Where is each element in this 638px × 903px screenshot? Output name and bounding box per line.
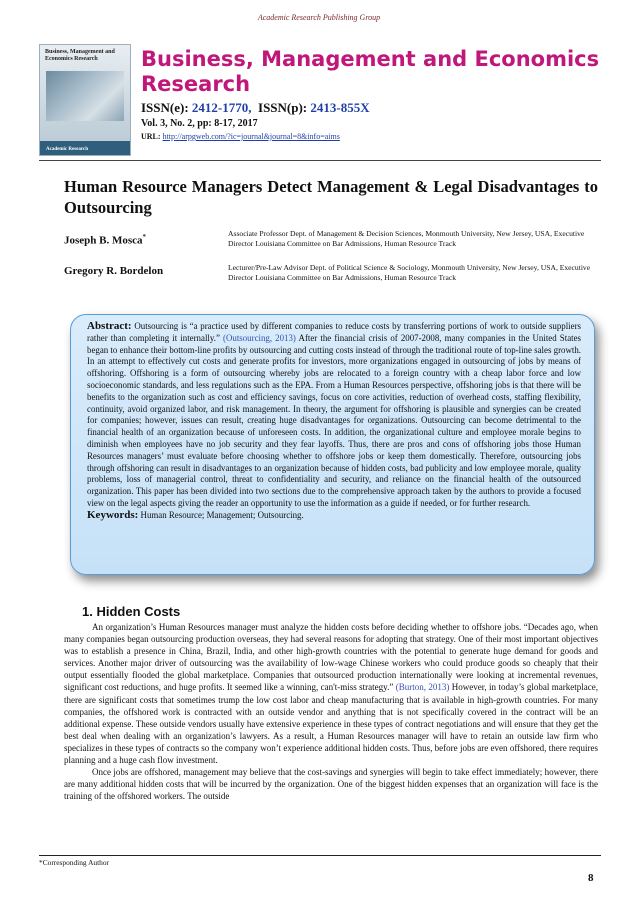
author-1-affiliation: Associate Professor Dept. of Management & Decision Sciences, Monmouth University, New Jersey, USA, Executive Director Louisiana Committee on Bar Admissions, Human Resource Track — [228, 229, 585, 248]
issn-line — [141, 100, 370, 116]
page-number: 8 — [588, 872, 594, 884]
author-2-affiliation: Lecturer/Pre-Law Advisor Dept. of Political Science & Sociology, Monmouth University, New Jersey, USA, Executive Director Louisiana Committee on Bar Admissions, Human Resource Track — [228, 263, 591, 282]
publisher-header: Academic Research Publishing Group — [257, 13, 381, 22]
section-heading: 1. Hidden Costs — [82, 604, 181, 619]
article-title: Human Resource Managers Detect Management & Legal Disadvantages to Outsourcing — [64, 177, 598, 217]
body-citation[interactable]: (Burton, 2013) — [395, 682, 450, 693]
footnote: *Corresponding Author — [39, 858, 110, 867]
paragraph-1-part-a: An organization’s Human Resources manager must analyze the hidden costs before deciding whether to offshore jobs. “Decades ago, when many companies began outsourcing production overseas, they had several reasons for adopting that strategy. One of their most important objectives was to establish a presence in China, Brazil, India, and other high-growth countries with the potential to generate huge demand for goods and services. Another major driver of outsourcing was the availability of low-wage Chinese workers who could produce goods so cheaply that their output essentially flooded the global marketplace. Companies that outsourced production internationally were looking at incremental revenues, significant cost reductions, and huge profits. It seemed like a winning, can't-miss strategy.” — [64, 622, 598, 693]
cover-photo — [46, 71, 124, 121]
abstract-label: Abstract: — [87, 320, 132, 332]
issn-e-value: 2412-1770, — [191, 100, 252, 115]
journal-cover-image — [39, 44, 131, 156]
body-text — [64, 621, 598, 802]
author-name: Gregory R. Bordelon — [64, 265, 164, 277]
issn-e-label: ISSN(e): — [141, 100, 189, 115]
journal-url-link[interactable]: http://arpgweb.com/?ic=journal&journal=8&info=aims — [162, 132, 340, 141]
author-1-name — [64, 233, 146, 247]
issn-p-label: ISSN(p): — [258, 100, 308, 115]
journal-title: Business, Management and Economics Research — [141, 47, 600, 96]
author-2-name — [64, 265, 163, 277]
header-divider — [39, 160, 601, 161]
keywords-line — [87, 510, 581, 522]
abstract-part-1: Outsourcing is “a practice used by different companies to reduce costs by transferring portions of work to outside suppliers rather than completing it internally.” — [87, 321, 581, 343]
abstract-box — [70, 314, 595, 575]
keywords-list: Human Resource; Management; Outsourcing. — [140, 509, 304, 520]
abstract-part-2: After the financial crisis of 2007-2008, many companies in the United States began to enhance their bottom-line profits by outsourcing and cutting costs instead of through the traditional route of top-line sales growth. In an attempt to effectively cut costs and generate profits for investors, more organizations engaged in outsourcing of jobs by means of offshoring. Offshoring is a form of outsourcing whereby jobs are relocated to a foreign country with a cheap labor force and low socioeconomic standards, and less regulations such as the EPA. From a Human Resources perspective, offshoring jobs is that there will be benefits to the organization such as cost and efficiency savings, focus on core activities, reduction of overhead costs, staffing flexibility, continuity, avoid organized labor, and risk management. In theory, the argument for offshoring is plausible and synergies can be created for companies; however, issues can result, creating huge disadvantages for organizations. Outsourcing can become detrimental to the financial health of an organization because of unforeseen costs. In addition, the organizational culture and employee morale begins to diminish when employees have no job security and they fear layoffs. Thus, there are pros and cons of offshoring jobs those Human Resources managers’ must evaluate before choosing whether to offshore jobs or keep them domestically. Therefore, outsourcing jobs through offshoring can result in disadvantages to an organization because of hidden costs, bad publicity and low employee morale, quality problems, loss of managerial control, threat to confidentiality and security, and reliance on the financial health of the outsourced organization. This paper has been divided into two sections due to the comprehensive approach taken by the authors to provide a focused view on the legal aspects giving the reader an opportunity to use the information as a guide if needed, or for further research. — [87, 332, 581, 508]
author-name: Joseph B. Mosca — [64, 234, 143, 247]
cover-title: Business, Management and Economics Research — [45, 49, 115, 62]
paragraph-1 — [64, 621, 598, 766]
abstract-citation[interactable]: (Outsourcing, 2013) — [223, 332, 296, 343]
footnote-divider — [39, 855, 601, 856]
corresponding-mark: * — [142, 233, 147, 241]
abstract-text — [87, 321, 581, 510]
paragraph-1-part-b: However, in today’s global marketplace, there are significant costs that sometimes trump the low cost labor and cheap manufacturing that is available in high-growth countries. For many companies, the offshored work is contracted with an outside vendor and anything that is not specifically covered in the contract will be an additional expense. These outside vendors usually have extensive experience in these types of contract negotiations and will ensure that they get the best deal when dealing with an organization’s lawyers. As a result, a Human Resources manager will have to retain an outside law firm who specializes in these types of contracts so the company won’t experience additional hidden costs. Thus, before jobs are even offshored, there requires planning and a huge cash flow investment. — [64, 682, 598, 766]
keywords-label: Keywords: — [87, 508, 139, 521]
volume-info: Vol. 3, No. 2, pp: 8-17, 2017 — [141, 118, 258, 129]
cover-logo: Academic Research — [46, 147, 88, 152]
journal-url-line — [141, 132, 340, 141]
issn-p-value: 2413-855X — [310, 100, 370, 115]
paragraph-2: Once jobs are offshored, management may believe that the cost-savings and synergies will begin to take effect immediately; however, there are many additional hidden costs that will be incurred by the organization. One of the biggest hidden expenses that an organization will face is the training of the offshored workers. The outside — [64, 767, 598, 802]
url-label: URL: — [141, 132, 161, 141]
